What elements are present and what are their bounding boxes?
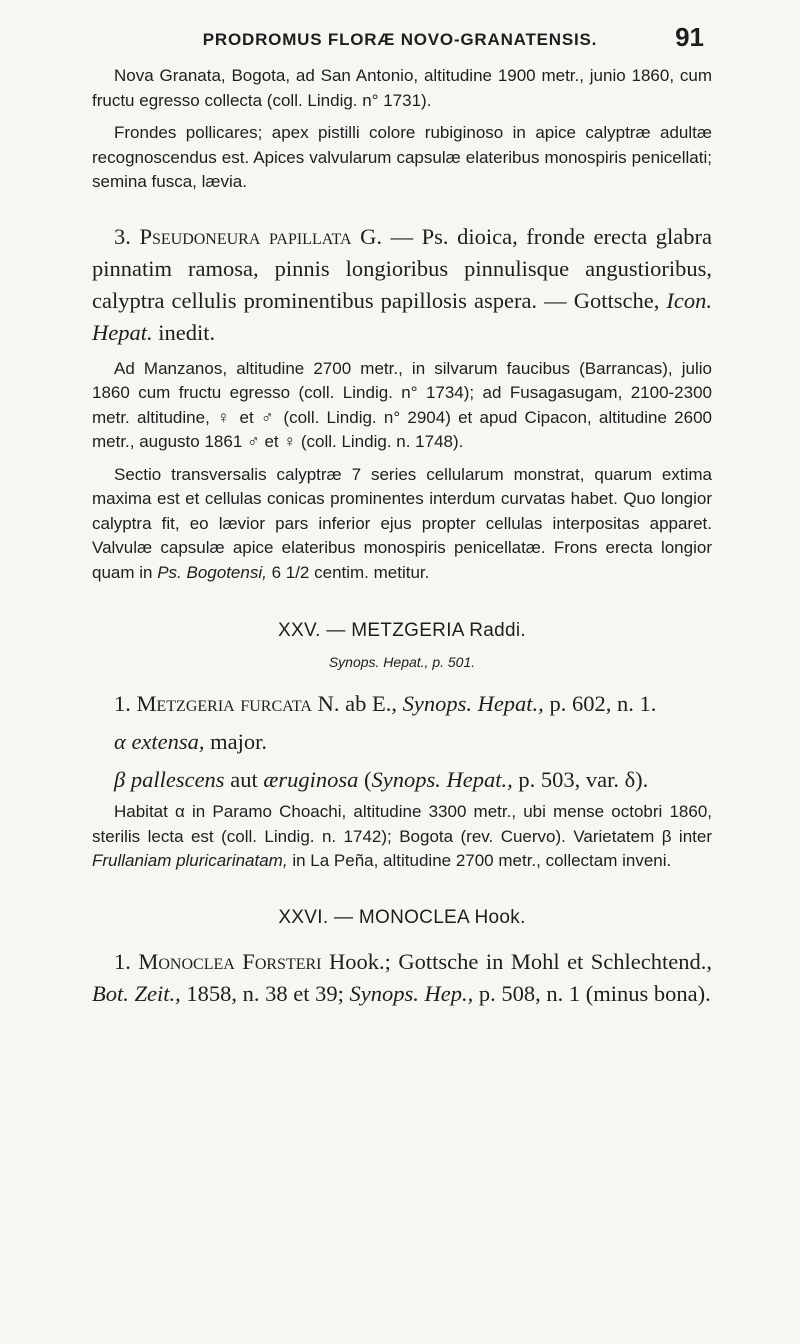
- variety-symbol: β: [114, 767, 126, 792]
- genus-heading-monoclea: XXVI. — MONOCLEA Hook.: [278, 906, 526, 928]
- species-name: Pseudoneura papillata: [139, 223, 352, 249]
- associated-species: Frullaniam pluricarinatam,: [92, 851, 288, 870]
- citation-title: Synops. Hepat.,: [402, 691, 544, 716]
- section-note-paragraph: [92, 463, 712, 586]
- habitat-paragraph-metzgeria: [92, 800, 712, 874]
- species-name: Metzgeria furcata: [136, 691, 312, 716]
- genus-reference: Synops. Hepat., p. 501.: [328, 653, 476, 670]
- citation-title: Icon. Hepat.: [92, 287, 713, 345]
- species-heading-metzgeria: [92, 688, 712, 720]
- habitat-text: Habitat α in Paramo Choachi, altitudine 3300 metr., ubi mense octobri 1860, sterilis lecta est (coll. Lindig. n. 1742); Bogota (rev. Cuervo). Varietatem β inter: [92, 802, 712, 846]
- citation-title: Synops. Hepat.,: [371, 767, 513, 792]
- citation-title-2: Synops. Hep.,: [349, 981, 474, 1006]
- note-end: 6 1/2 centim. metitur.: [271, 562, 430, 582]
- variety-symbol: α: [114, 729, 126, 754]
- description-paragraph: Frondes pollicares; apex pistilli colore rubiginoso in apice calyptræ adultæ recognoscendus est. Apices valvularum capsulæ elateribus monospiris penicellati; semina fusca, lævia.: [92, 123, 712, 191]
- page-body: [92, 64, 712, 1010]
- citation-page: p. 602, n. 1.: [549, 691, 657, 716]
- variety-name: extensa,: [131, 729, 205, 754]
- species-name: Monoclea Forsteri: [138, 949, 322, 974]
- species-number: 1.: [114, 691, 131, 716]
- citation-page: p. 508, n. 1 (minus bona).: [478, 981, 711, 1006]
- paren: (: [363, 767, 372, 792]
- variety-conj: aut: [230, 767, 258, 792]
- citation-page: p. 503, var. δ).: [518, 767, 649, 792]
- compared-species: Ps. Bogotensi,: [157, 562, 267, 582]
- variety-alpha: [92, 726, 712, 758]
- species-number: 3.: [114, 223, 131, 249]
- species-diagnosis-pseudoneura: [92, 221, 712, 349]
- locality-paragraph: Nova Granata, Bogota, ad San Antonio, altitudine 1900 metr., junio 1860, cum fructu egresso collecta (coll. Lindig. n° 1731).: [92, 66, 712, 110]
- page-number: 91: [675, 22, 704, 52]
- habitat-end: in La Peña, altitudine 2700 metr., collectam inveni.: [292, 851, 672, 870]
- citation-note: inedit.: [158, 319, 216, 345]
- habitat-paragraph: Ad Manzanos, altitudine 2700 metr., in silvarum faucibus (Barrancas), julio 1860 cum fructu egresso (coll. Lindig. n° 1734); ad Fusagasugam, 2100-2300 metr. altitudine, ♀ et ♂ (coll. Lindig. n° 2904) et apud Cipacon, altitudine 2600 metr., augusto 1861 ♂ et ♀ (coll. Lindig. n. 1748).: [92, 358, 712, 451]
- author-text: Hook.; Gottsche in Mohl et Schlechtend.,: [329, 949, 713, 974]
- citation-title: Bot. Zeit.,: [92, 981, 181, 1006]
- species-heading-monoclea: [92, 946, 712, 1010]
- note-text: Sectio transversalis calyptræ 7 series cellularum monstrat, quarum extima maxima est et cellulas conicas prominentes interdum curvatas habet. Quo longior calyptra fit, eo lævior pars inferior ejus propter cellulas interpositas apparet. Valvulæ capsulæ apice elateribus monospiris penicellatæ. Frons erecta longior quam in: [92, 464, 712, 582]
- page-header: [96, 16, 704, 56]
- citation-number: 1858, n. 38 et 39;: [186, 981, 344, 1006]
- running-title: PRODROMUS FLORÆ NOVO-GRANATENSIS.: [202, 30, 598, 49]
- diagnosis-text: G. — Ps. dioica, fronde erecta glabra pinnatim ramosa, pinnis longioribus pinnulisque angustioribus, calyptra cellulis prominentibus papillosis aspera. — Gottsche,: [92, 223, 713, 313]
- variety-alt-name: æruginosa: [263, 767, 359, 792]
- variety-beta: [92, 764, 712, 796]
- species-number: 1.: [114, 949, 131, 974]
- variety-note: major.: [210, 729, 268, 754]
- author: N. ab E.,: [317, 691, 397, 716]
- variety-name: pallescens: [130, 767, 225, 792]
- genus-heading-metzgeria: XXV. — METZGERIA Raddi.: [278, 620, 526, 641]
